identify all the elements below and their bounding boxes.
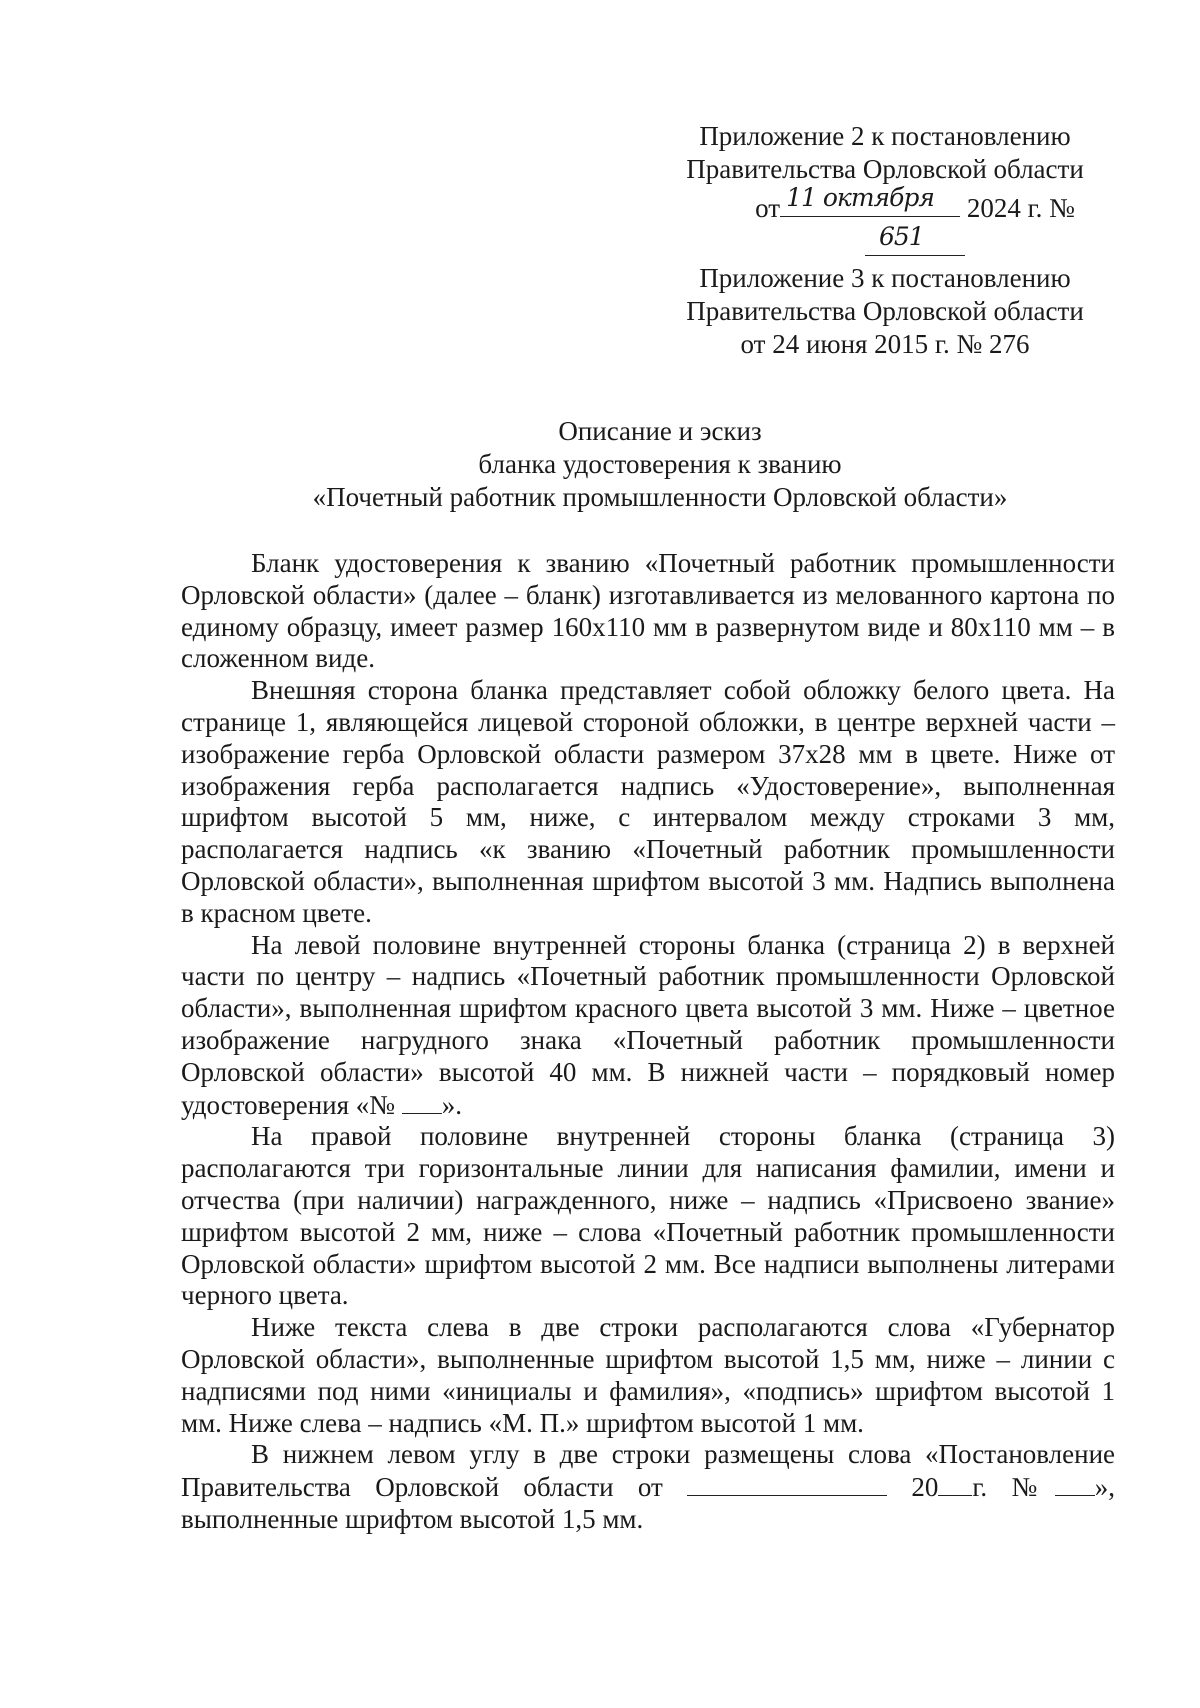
handwritten-date-field bbox=[780, 183, 960, 217]
handwritten-date: 11 октября bbox=[786, 183, 934, 212]
appendix-2-line1: Приложение 2 к постановлению bbox=[699, 121, 1071, 151]
title-line2: бланка удостоверения к званию bbox=[478, 449, 842, 479]
appendix-2-block bbox=[655, 120, 1115, 264]
title-line1: Описание и эскиз bbox=[558, 416, 762, 446]
year-blank bbox=[938, 1471, 972, 1496]
appendix-3-block bbox=[655, 262, 1115, 361]
paragraph-1: Бланк удостоверения к званию «Почетный работник промышленности Орловской области» (далее – бланк) изготавливается из мелованного картона по единому образцу, имеет размер 160х110 мм в развернутом виде и 80х110 мм – в сложенном виде. bbox=[181, 548, 1115, 674]
paragraph-3-end: ». bbox=[441, 1089, 463, 1120]
paragraph-6-end: », выполненные шрифтом высотой 1,5 мм. bbox=[181, 1472, 1116, 1534]
paragraph-3 bbox=[181, 930, 1115, 1122]
paragraph-3-text: На левой половине внутренней стороны бланка (страница 2) в верхней части по центру – надпись «Почетный работник промышленности Орловской области», выполненная шрифтом красного цвета высотой 3 мм. Ниже – цветное изображение нагрудного знака «Почетный работник промышленности Орловской области» высотой 40 мм. В нижней части – порядковый номер удостоверения «№ bbox=[181, 929, 1115, 1120]
number-blank bbox=[402, 1089, 442, 1114]
date-blank bbox=[687, 1471, 887, 1496]
paragraph-4: На правой половине внутренней стороны бланка (страница 3) располагаются три горизонтальные линии для написания фамилии, имени и отчества (при наличии) награжденного, ниже – надпись «Присвоено звание» шрифтом высотой 2 мм, ниже – слова «Почетный работник промышленности Орловской области» шрифтом высотой 2 мм. Все надписи выполнены литерами черного цвета. bbox=[181, 1121, 1115, 1311]
appendix-2-date-line bbox=[655, 183, 1115, 264]
paragraph-5: Ниже текста слева в две строки располагаются слова «Губернатор Орловской области», выполненные шрифтом высотой 1,5 мм, ниже – линии с надписями под ними «инициалы и фамилия», «подпись» шрифтом высотой 1 мм. Ниже слева – надпись «М. П.» шрифтом высотой 1 мм. bbox=[181, 1312, 1115, 1438]
appendix-2-line2: Правительства Орловской области bbox=[686, 154, 1084, 184]
title-line3: «Почетный работник промышленности Орловской области» bbox=[312, 482, 1008, 512]
document-title bbox=[180, 415, 1140, 514]
paragraph-6-g: г. № bbox=[972, 1472, 1055, 1503]
appendix-3-line2: Правительства Орловской области bbox=[686, 296, 1084, 326]
handwritten-number: 651 bbox=[879, 222, 924, 251]
decree-number-blank bbox=[1055, 1471, 1095, 1496]
document-body bbox=[181, 548, 1115, 1536]
appendix-3-line3: от 24 июня 2015 г. № 276 bbox=[740, 329, 1030, 359]
paragraph-6-text: В нижнем левом углу в две строки размещены слова «Постановление Правительства Орловской области от bbox=[181, 1439, 1115, 1503]
handwritten-number-field bbox=[865, 222, 965, 256]
appendix-3-line1: Приложение 3 к постановлению bbox=[699, 263, 1071, 293]
year-label: 2024 г. № bbox=[966, 193, 1075, 223]
paragraph-6-year: 20 bbox=[911, 1472, 939, 1503]
date-prefix: от bbox=[755, 193, 781, 223]
paragraph-6 bbox=[181, 1439, 1115, 1535]
paragraph-2: Внешняя сторона бланка представляет собой обложку белого цвета. На странице 1, являющейся лицевой стороной обложки, в центре верхней части – изображение герба Орловской области размером 37х28 мм в цвете. Ниже от изображения герба располагается надпись «Удостоверение», выполненная шрифтом высотой 5 мм, ниже, с интервалом между строками 3 мм, располагается надпись «к званию «Почетный работник промышленности Орловской области», выполненная шрифтом высотой 3 мм. Надпись выполнена в красном цвете. bbox=[181, 675, 1115, 928]
